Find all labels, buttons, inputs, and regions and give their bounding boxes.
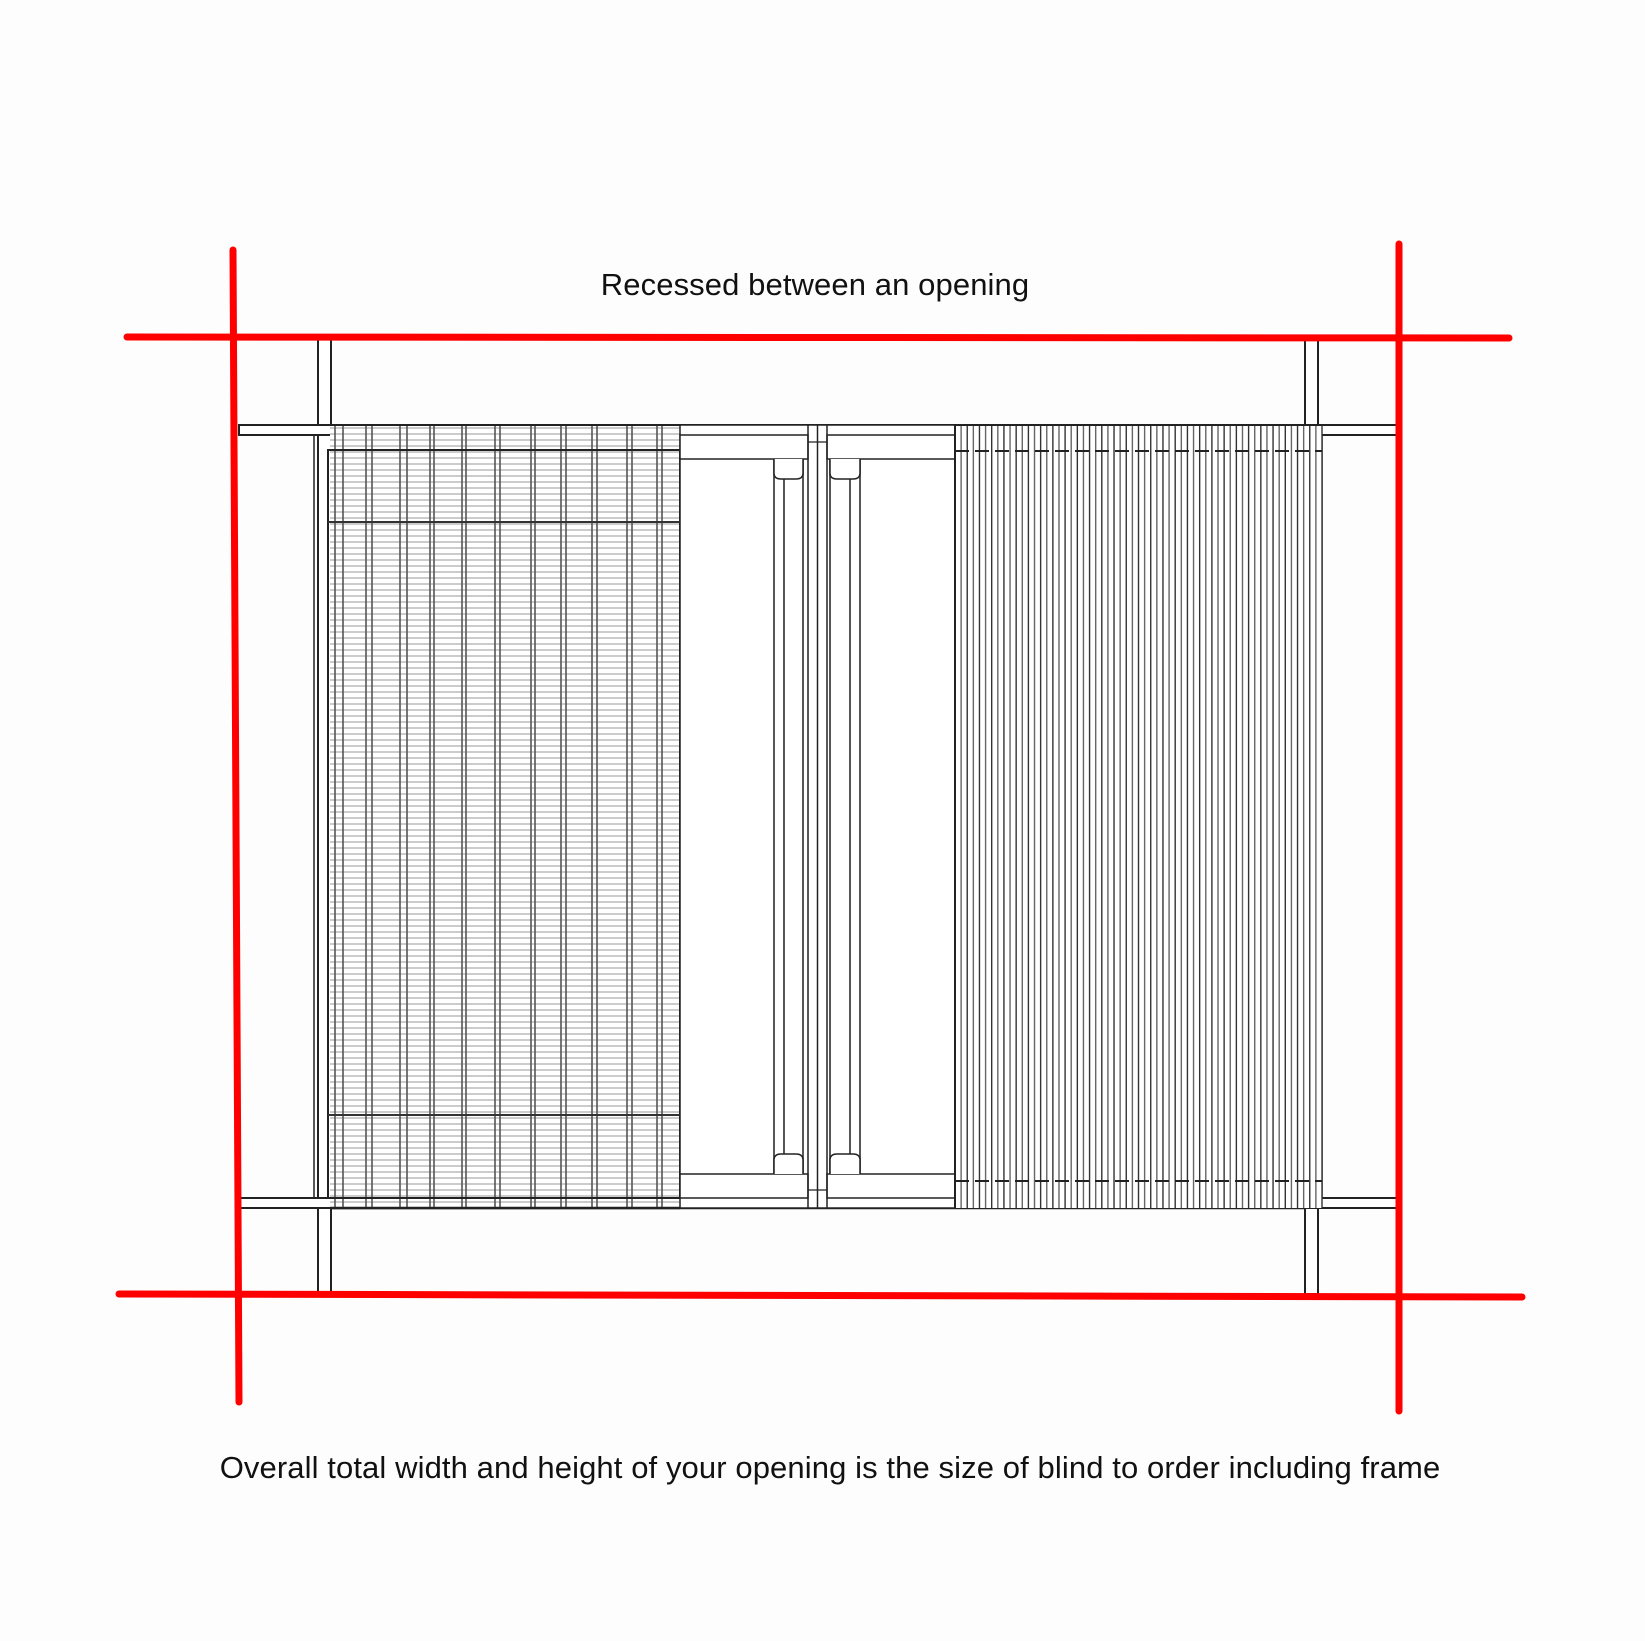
center-window-sash (680, 425, 955, 1208)
right-sash-bottom-rail (827, 1174, 955, 1198)
left-sash-handle-top (774, 459, 803, 479)
right-sash-handle-bottom (830, 1154, 860, 1174)
diagram-footer-note: Overall total width and height of your opening is the size of blind to order including frame (219, 1450, 1441, 1485)
left-sash-top-rail (680, 435, 808, 459)
top-horizontal-measure-line (127, 337, 1509, 338)
diagram-title: Recessed between an opening (600, 267, 1030, 302)
left-sash-handle-bottom (774, 1154, 803, 1174)
left-sash-bottom-rail (680, 1174, 808, 1198)
left-vertical-measure-line (233, 250, 239, 1402)
right-sash-top-rail (827, 435, 955, 459)
left-bottom-reveal (239, 1198, 331, 1208)
left-top-reveal (239, 425, 331, 435)
right-pleated-blind (955, 425, 1322, 1208)
left-jamb (318, 338, 331, 1294)
left-roller-blind (328, 425, 680, 1208)
right-sash-handle-top (830, 459, 860, 479)
bottom-horizontal-measure-line (119, 1294, 1522, 1297)
